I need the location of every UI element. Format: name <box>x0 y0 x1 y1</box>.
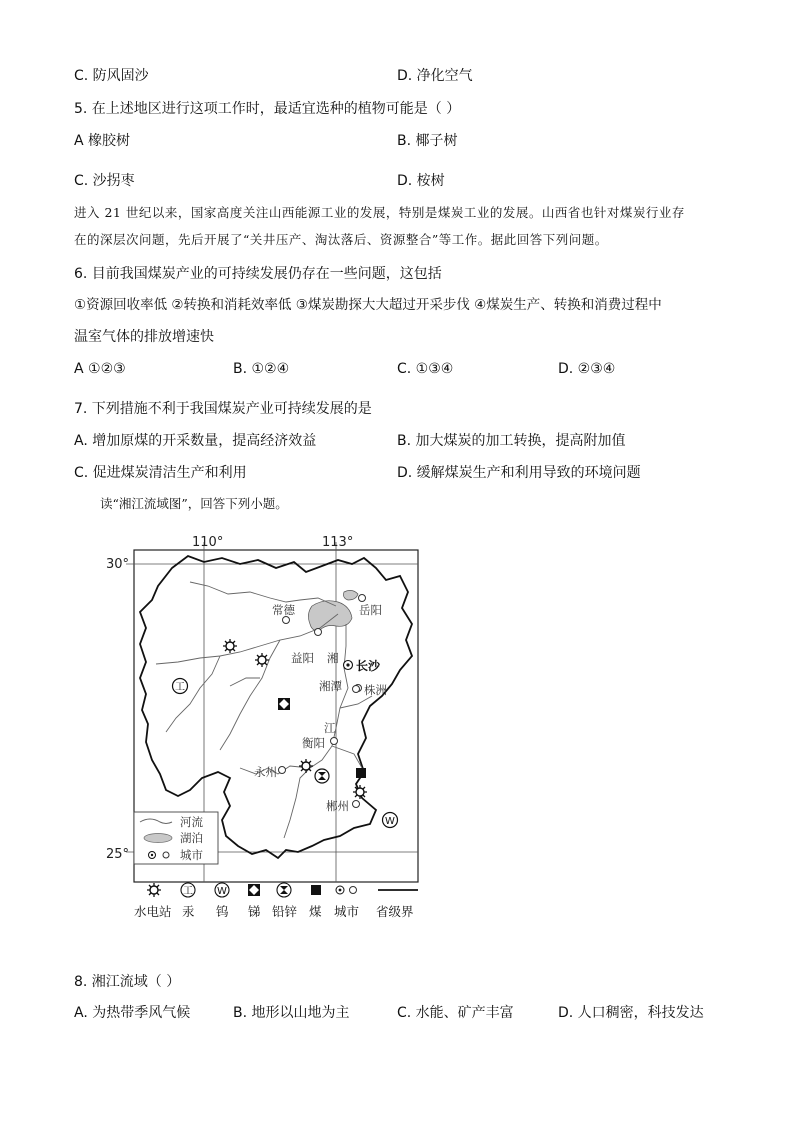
q6-stem: 6. 目前我国煤炭产业的可持续发展仍存在一些问题，这包括 <box>74 266 442 282</box>
passage-line-2: 在的深层次问题，先后开展了“关井压产、淘汰落后、资源整合”等工作。据此回答下列问题。 <box>74 232 608 247</box>
leadzinc-deposit-icon <box>315 769 329 783</box>
river-char-jiang: 江 <box>324 721 336 735</box>
hydro-station-2 <box>255 653 269 667</box>
lon-label-113: 113° <box>322 535 354 550</box>
q7-option-b: B. 加大煤炭的加工转换，提高附加值 <box>397 433 626 449</box>
q6-items-line-2: 温室气体的排放增速快 <box>74 329 214 345</box>
inset-city-icon-capital-dot <box>151 854 153 856</box>
mercury-deposit-icon <box>173 679 188 694</box>
legend-tungsten-symbol: W <box>217 886 227 897</box>
hydro-station-4 <box>353 785 367 799</box>
east-lake <box>344 590 359 600</box>
lon-label-110: 110° <box>192 535 224 550</box>
legend-antimony-label: 锑 <box>248 904 261 919</box>
inset-lake-icon <box>144 834 172 843</box>
q5-option-c: C. 沙拐枣 <box>74 173 135 189</box>
legend-hydro-label: 水电站 <box>134 904 172 919</box>
mercury-deposit-label: 工 <box>175 682 185 693</box>
legend-tungsten-icon <box>215 883 229 897</box>
q7-option-c: C. 促进煤炭清洁生产和利用 <box>74 465 247 481</box>
city-marker-xiangtan <box>353 686 360 693</box>
tungsten-deposit-icon <box>383 813 398 828</box>
dongting-lake <box>308 601 352 631</box>
city-label-changde: 常德 <box>272 603 295 617</box>
coal-deposit-icon <box>356 768 366 778</box>
q6-items-line-1: ①资源回收率低 ②转换和消耗效率低 ③煤炭勘探大大超过开采步伐 ④煤炭生产、转换和消费过程中 <box>74 297 662 313</box>
inset-city-label: 城市 <box>180 848 203 862</box>
inset-city-icon <box>163 852 169 858</box>
q6-option-a: A ①②③ <box>74 361 126 377</box>
q5-option-a: A 橡胶树 <box>74 133 131 149</box>
legend-hydro-icon <box>147 883 161 897</box>
legend-antimony-icon <box>248 884 260 896</box>
legend-leadzinc-icon <box>277 883 291 897</box>
q5-option-b: B. 椰子树 <box>397 133 458 149</box>
city-label-xiangtan: 湘潭 <box>319 679 342 693</box>
hydro-station-1 <box>223 639 237 653</box>
q8-stem: 8. 湘江流域（ ） <box>74 974 181 990</box>
q4-option-c: C. 防风固沙 <box>74 68 149 84</box>
city-label-yueyang: 岳阳 <box>359 603 382 617</box>
city-label-yiyang: 益阳 <box>291 651 314 665</box>
q6-option-b: B. ①②④ <box>233 361 290 377</box>
q7-stem: 7. 下列措施不利于我国煤炭产业可持续发展的是 <box>74 401 372 417</box>
lat-label-25: 25° <box>106 847 130 862</box>
q8-option-b: B. 地形以山地为主 <box>233 1005 350 1021</box>
q5-option-d: D. 桉树 <box>397 173 445 189</box>
legend-mercury-label: 汞 <box>182 904 195 919</box>
legend-coal-label: 煤 <box>309 904 322 919</box>
city-label-hengyang: 衡阳 <box>302 736 325 750</box>
city-label-yongzhou: 永州 <box>254 765 277 779</box>
q6-option-c: C. ①③④ <box>397 361 454 377</box>
q5-stem: 5. 在上述地区进行这项工作时，最适宜选种的植物可能是（ ） <box>74 101 461 117</box>
legend-tungsten-label: 钨 <box>216 904 229 919</box>
tungsten-deposit-label: W <box>385 816 395 827</box>
q6-option-d: D. ②③④ <box>558 361 616 377</box>
legend-boundary-label: 省级界 <box>376 904 414 919</box>
passage <box>74 199 724 253</box>
legend-city-label: 城市 <box>334 904 360 919</box>
antimony-deposit-icon <box>278 698 290 710</box>
lat-label-30: 30° <box>106 557 130 572</box>
q7-option-a: A. 增加原煤的开采数量，提高经济效益 <box>74 433 317 449</box>
legend-leadzinc-label: 铅锌 <box>272 904 298 919</box>
city-label-changsha: 长沙 <box>356 659 381 673</box>
q4-option-d: D. 净化空气 <box>397 68 473 84</box>
legend-mercury-icon <box>181 883 195 897</box>
q8-option-d: D. 人口稠密，科技发达 <box>558 1005 704 1021</box>
xiangjiang-basin-map <box>100 528 440 928</box>
q7-option-d: D. 缓解煤炭生产和利用导致的环境问题 <box>397 465 641 481</box>
q8-option-c: C. 水能、矿产丰富 <box>397 1005 514 1021</box>
inset-lake-label: 湖泊 <box>180 831 203 845</box>
map-caption: 读“湘江流域图”，回答下列小题。 <box>100 496 288 511</box>
legend-mercury-symbol: 工 <box>183 886 193 897</box>
legend-city-icon <box>336 886 357 894</box>
city-label-zhuzhou: 株洲 <box>364 683 387 697</box>
capital-marker-changsha <box>344 661 353 670</box>
city-label-chenzhou: 郴州 <box>326 799 349 813</box>
passage-line-1: 进入 21 世纪以来，国家高度关注山西能源工业的发展，特别是煤炭工业的发展。山西省也针对煤炭行业存 <box>74 205 685 220</box>
river-char-xiang: 湘 <box>327 651 339 665</box>
hydro-station-3 <box>299 759 313 773</box>
legend-coal-icon <box>311 885 321 895</box>
inset-river-label: 河流 <box>180 815 203 829</box>
q8-option-a: A. 为热带季风气候 <box>74 1005 191 1021</box>
